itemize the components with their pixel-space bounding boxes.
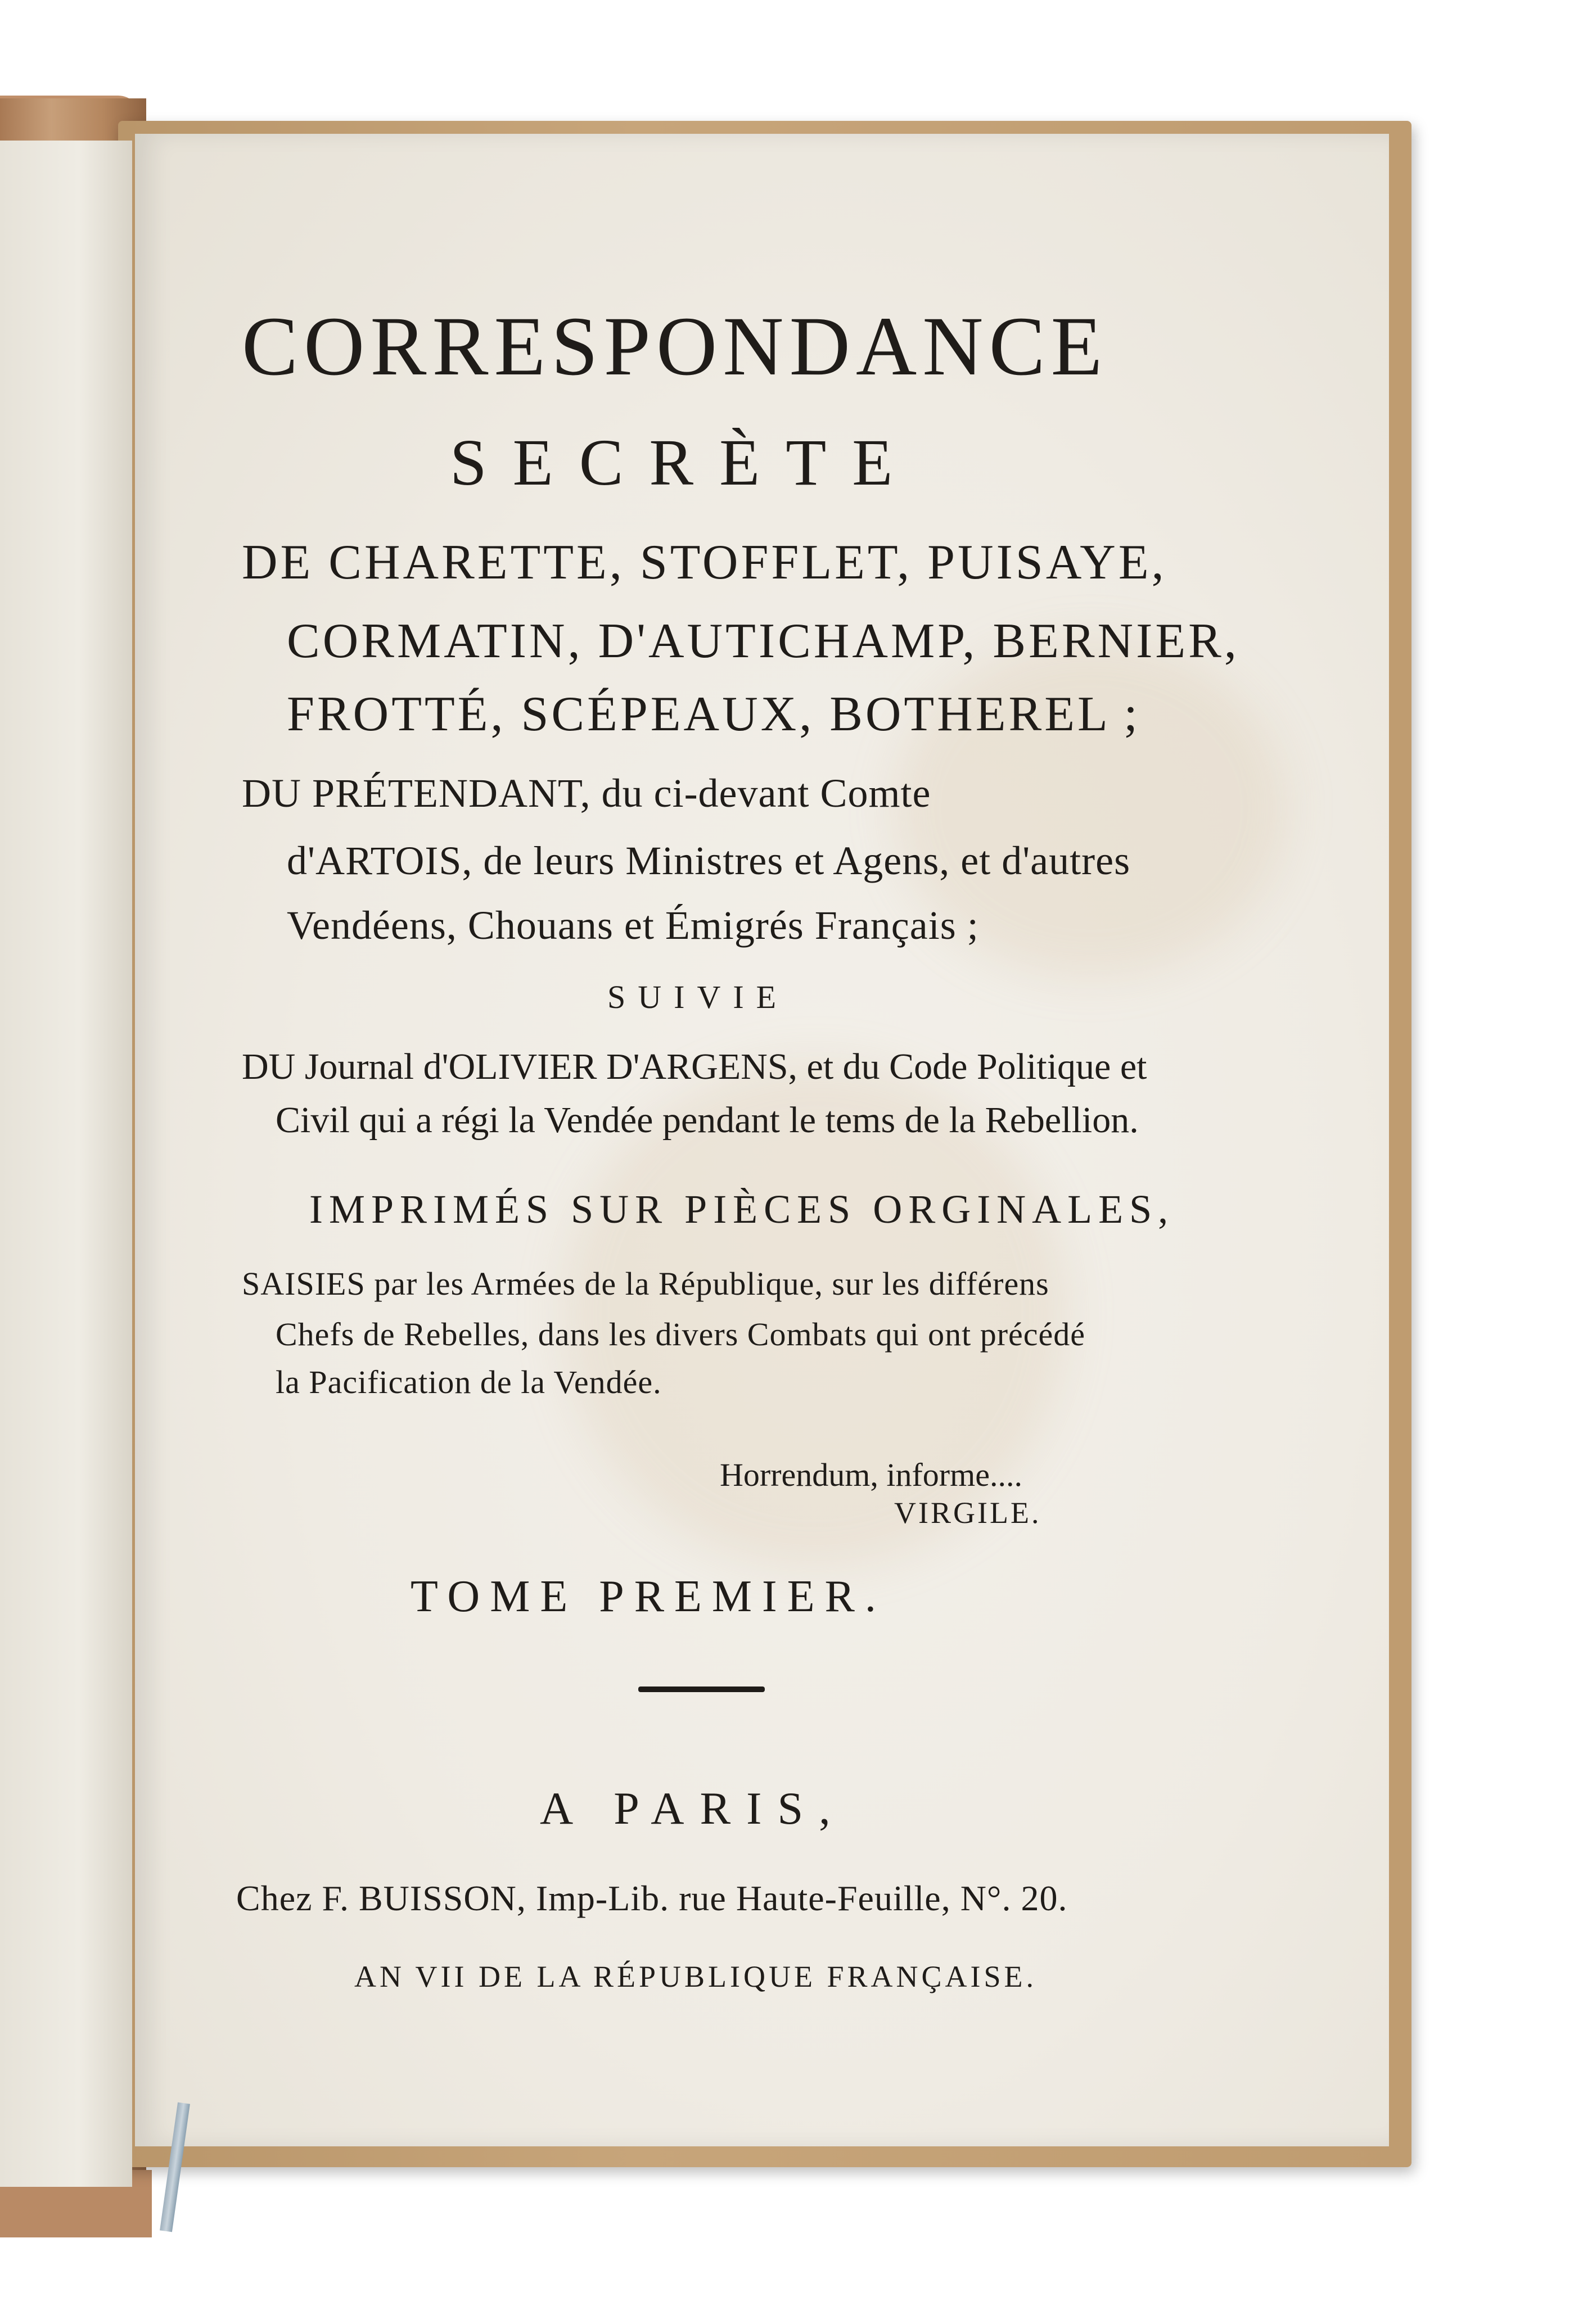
- suivie-heading: SUIVIE: [607, 979, 789, 1015]
- epigraph-quote: Horrendum, informe....: [720, 1457, 1022, 1493]
- volume-label: TOME PREMIER.: [411, 1572, 886, 1621]
- title-main: CORRESPONDANCE: [242, 300, 1108, 393]
- imprint-date: AN VII DE LA RÉPUBLIQUE FRANÇAISE.: [354, 1960, 1038, 1993]
- journal-line-2: Civil qui a régi la Vendée pendant le tems de la Rebellion.: [276, 1100, 1139, 1141]
- pretendant-line-2: d'ARTOIS, de leurs Ministres et Agens, et d'autres: [287, 838, 1131, 883]
- saisies-line-1: SAISIES par les Armées de la République, sur les différens: [242, 1265, 1049, 1302]
- imprint-place: A PARIS,: [540, 1783, 846, 1834]
- names-line-2: CORMATIN, D'AUTICHAMP, BERNIER,: [287, 614, 1239, 668]
- journal-line-1: DU Journal d'OLIVIER D'ARGENS, et du Code Politique et: [242, 1046, 1147, 1087]
- title-secondary: SECRÈTE: [450, 426, 919, 499]
- names-line-1: DE CHARETTE, STOFFLET, PUISAYE,: [242, 535, 1167, 590]
- imprint-publisher: Chez F. BUISSON, Imp-Lib. rue Haute-Feuille, N°. 20.: [236, 1878, 1068, 1918]
- left-page-edge: [0, 141, 132, 2187]
- saisies-line-3: la Pacification de la Vendée.: [276, 1364, 662, 1400]
- names-line-3: FROTTÉ, SCÉPEAUX, BOTHEREL ;: [287, 687, 1140, 741]
- saisies-line-2: Chefs de Rebelles, dans les divers Combats qui ont précédé: [276, 1316, 1086, 1353]
- pretendant-line-1: DU PRÉTENDANT, du ci-devant Comte: [242, 771, 931, 816]
- pretendant-line-3: Vendéens, Chouans et Émigrés Français ;: [287, 903, 979, 948]
- epigraph-author: VIRGILE.: [894, 1496, 1041, 1530]
- divider-rule: [638, 1687, 765, 1692]
- imprimes-heading: IMPRIMÉS SUR PIÈCES ORGINALES,: [309, 1187, 1175, 1232]
